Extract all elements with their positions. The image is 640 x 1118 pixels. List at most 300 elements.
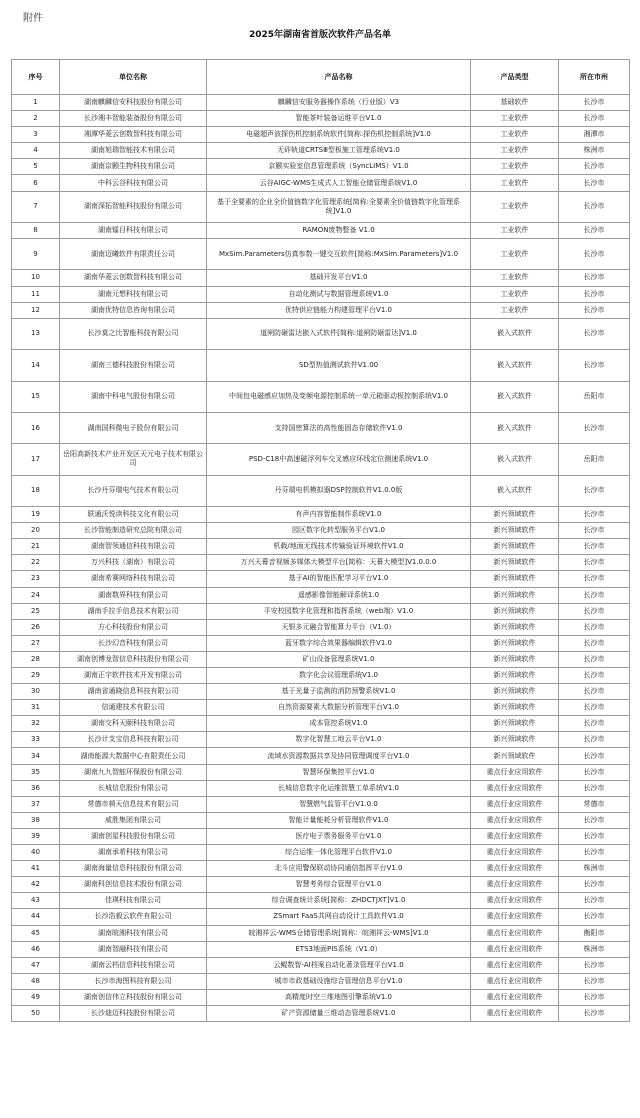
cell-product: 综合运维一体化管理平台软件V1.0 — [207, 845, 471, 861]
cell-product: 自动化测试与数据管理系统V1.0 — [207, 286, 471, 302]
table-row — [12, 668, 630, 684]
cell-no: 26 — [12, 619, 60, 635]
cell-city: 长沙市 — [559, 909, 630, 925]
cell-product: 基础开发平台V1.0 — [207, 270, 471, 286]
cell-company: 湖南希赛网络科技有限公司 — [60, 571, 207, 587]
cell-type: 新兴领域软件 — [471, 748, 559, 764]
cell-product: 智慧燃气监管平台V1.0.0 — [207, 796, 471, 812]
cell-company: 长沙智能制造研究总院有限公司 — [60, 523, 207, 539]
cell-product: 智慧考务综合管理平台V1.0 — [207, 877, 471, 893]
cell-no: 43 — [12, 893, 60, 909]
cell-type: 新兴领域软件 — [471, 668, 559, 684]
table-row — [12, 95, 630, 111]
cell-no: 13 — [12, 318, 60, 349]
cell-product: 基于AI的智能匹配学习平台V1.0 — [207, 571, 471, 587]
cell-city: 长沙市 — [559, 571, 630, 587]
cell-company: 湖南麒麟信安科技股份有限公司 — [60, 95, 207, 111]
cell-company: 湖南科创信息技术股份有限公司 — [60, 877, 207, 893]
cell-type: 新兴领域软件 — [471, 507, 559, 523]
cell-city: 长沙市 — [559, 732, 630, 748]
cell-no: 37 — [12, 796, 60, 812]
table-row — [12, 716, 630, 732]
cell-type: 新兴领域软件 — [471, 555, 559, 571]
cell-company: 湖南数界科技有限公司 — [60, 587, 207, 603]
cell-product: 蓝牙数字综合效果器编辑软件V1.0 — [207, 635, 471, 651]
cell-product: ETS3地面PIS系统（V1.0） — [207, 941, 471, 957]
cell-type: 重点行业应用软件 — [471, 957, 559, 973]
annex-label: 附件 — [23, 13, 43, 24]
cell-company: 湖南深拓智能科技股份有限公司 — [60, 191, 207, 222]
cell-no: 30 — [12, 684, 60, 700]
cell-type: 嵌入式软件 — [471, 381, 559, 412]
cell-product: 综合调查统计系统[简称：ZHDCTJXT]V1.0 — [207, 893, 471, 909]
cell-company: 湖南省通晓信息科技有限公司 — [60, 684, 207, 700]
table-row — [12, 619, 630, 635]
cell-city: 长沙市 — [559, 191, 630, 222]
table-row — [12, 973, 630, 989]
cell-no: 32 — [12, 716, 60, 732]
cell-product: 机载/地面无线技术传输验证环境软件V1.0 — [207, 539, 471, 555]
cell-no: 17 — [12, 444, 60, 475]
table-row — [12, 286, 630, 302]
header-company: 单位名称 — [60, 60, 207, 95]
cell-type: 工业软件 — [471, 191, 559, 222]
cell-no: 25 — [12, 603, 60, 619]
cell-product: 支持国密算法的高性能固态存储软件V1.0 — [207, 412, 471, 443]
cell-city: 长沙市 — [559, 716, 630, 732]
cell-no: 18 — [12, 475, 60, 506]
cell-city: 长沙市 — [559, 523, 630, 539]
cell-type: 重点行业应用软件 — [471, 973, 559, 989]
cell-city: 岳阳市 — [559, 444, 630, 475]
cell-company: 长沙计支宝信息科技有限公司 — [60, 732, 207, 748]
cell-no: 29 — [12, 668, 60, 684]
cell-no: 21 — [12, 539, 60, 555]
cell-company: 长沙湘丰智能装备股份有限公司 — [60, 111, 207, 127]
cell-city: 长沙市 — [559, 828, 630, 844]
cell-city: 长沙市 — [559, 507, 630, 523]
table-row — [12, 191, 630, 222]
cell-city: 常德市 — [559, 796, 630, 812]
cell-company: 湖南手拉手信息技术有限公司 — [60, 603, 207, 619]
cell-city: 长沙市 — [559, 318, 630, 349]
cell-type: 重点行业应用软件 — [471, 893, 559, 909]
table-row — [12, 444, 630, 475]
table-row — [12, 412, 630, 443]
cell-no: 20 — [12, 523, 60, 539]
cell-product: 医疗电子票务服务平台V1.0 — [207, 828, 471, 844]
table-row — [12, 143, 630, 159]
cell-type: 工业软件 — [471, 111, 559, 127]
cell-city: 长沙市 — [559, 877, 630, 893]
table-row — [12, 350, 630, 381]
table-row — [12, 381, 630, 412]
cell-company: 湖南旭瑞智能技术有限公司 — [60, 143, 207, 159]
cell-product: 智慧环保集控平台V1.0 — [207, 764, 471, 780]
cell-company: 岳阳高新技术产业开发区天元电子技术有限公司 — [60, 444, 207, 475]
cell-product: 矿山设备管理系统V1.0 — [207, 651, 471, 667]
cell-company: 湖南能源大数据中心有限责任公司 — [60, 748, 207, 764]
cell-city: 长沙市 — [559, 893, 630, 909]
table-row — [12, 539, 630, 555]
cell-type: 新兴领域软件 — [471, 651, 559, 667]
cell-no: 22 — [12, 555, 60, 571]
cell-no: 35 — [12, 764, 60, 780]
cell-no: 23 — [12, 571, 60, 587]
cell-city: 长沙市 — [559, 175, 630, 191]
cell-company: 长沙莫之比智能科技有限公司 — [60, 318, 207, 349]
cell-type: 重点行业应用软件 — [471, 796, 559, 812]
cell-product: 万兴天幕音视频多媒体大模型平台[简称：天幕大模型]V1.0.0.0 — [207, 555, 471, 571]
cell-city: 长沙市 — [559, 700, 630, 716]
cell-city: 长沙市 — [559, 350, 630, 381]
table-row — [12, 941, 630, 957]
table-row — [12, 475, 630, 506]
cell-product: 优特供应链能力构建管理平台V1.0 — [207, 302, 471, 318]
cell-no: 33 — [12, 732, 60, 748]
table-row — [12, 587, 630, 603]
cell-type: 重点行业应用软件 — [471, 1005, 559, 1021]
cell-type: 工业软件 — [471, 127, 559, 143]
cell-company: 中科云谷科技有限公司 — [60, 175, 207, 191]
table-row — [12, 845, 630, 861]
cell-city: 长沙市 — [559, 635, 630, 651]
cell-company: 湖南迈曦软件有限责任公司 — [60, 239, 207, 270]
table-row — [12, 270, 630, 286]
cell-company: 万兴科技（湖南）有限公司 — [60, 555, 207, 571]
table-row — [12, 861, 630, 877]
cell-type: 工业软件 — [471, 286, 559, 302]
cell-company: 湖南镭目科技有限公司 — [60, 222, 207, 238]
table-row — [12, 555, 630, 571]
table-header-row — [12, 60, 630, 95]
table-row — [12, 780, 630, 796]
cell-no: 39 — [12, 828, 60, 844]
cell-no: 47 — [12, 957, 60, 973]
page-title: 2025年湖南省首版次软件产品名单 — [248, 30, 392, 40]
table-row — [12, 127, 630, 143]
cell-type: 重点行业应用软件 — [471, 845, 559, 861]
cell-no: 4 — [12, 143, 60, 159]
cell-no: 1 — [12, 95, 60, 111]
cell-no: 14 — [12, 350, 60, 381]
table-row — [12, 651, 630, 667]
cell-no: 19 — [12, 507, 60, 523]
cell-city: 长沙市 — [559, 684, 630, 700]
cell-product: 平安校园数字化管理和指挥系统（web端）V1.0 — [207, 603, 471, 619]
cell-product: 矿产资源储量三维动态管理系统V1.0 — [207, 1005, 471, 1021]
cell-product: 基于全要素的企业全价值链数字化管理系统[简称:全要素全价值链数字化管理系统]V1.0 — [207, 191, 471, 222]
cell-type: 重点行业应用软件 — [471, 812, 559, 828]
cell-city: 长沙市 — [559, 270, 630, 286]
cell-no: 5 — [12, 159, 60, 175]
cell-company: 长沙丹芬瑞电气技术有限公司 — [60, 475, 207, 506]
cell-no: 49 — [12, 989, 60, 1005]
cell-company: 湖南皖湘科技有限公司 — [60, 925, 207, 941]
cell-company: 常德市顿天信息技术有限公司 — [60, 796, 207, 812]
cell-no: 12 — [12, 302, 60, 318]
header-product: 产品名称 — [207, 60, 471, 95]
cell-city: 长沙市 — [559, 764, 630, 780]
cell-city: 长沙市 — [559, 587, 630, 603]
table-row — [12, 796, 630, 812]
cell-company: 佳瑛科技有限公司 — [60, 893, 207, 909]
cell-city: 长沙市 — [559, 1005, 630, 1021]
cell-type: 新兴领域软件 — [471, 571, 559, 587]
header-no: 序号 — [12, 60, 60, 95]
cell-type: 工业软件 — [471, 302, 559, 318]
cell-company: 湖南三德科技股份有限公司 — [60, 350, 207, 381]
cell-type: 工业软件 — [471, 239, 559, 270]
table-row — [12, 1005, 630, 1021]
cell-type: 重点行业应用软件 — [471, 877, 559, 893]
cell-company: 湖南华菱云创数智科技有限公司 — [60, 270, 207, 286]
cell-type: 重点行业应用软件 — [471, 909, 559, 925]
table-row — [12, 989, 630, 1005]
cell-company: 湖南元想科技有限公司 — [60, 286, 207, 302]
cell-product: 京颢实验室信息管理系统（SyncLIMS）V1.0 — [207, 159, 471, 175]
cell-product: 数字化会议管理系统V1.0 — [207, 668, 471, 684]
cell-no: 50 — [12, 1005, 60, 1021]
cell-no: 45 — [12, 925, 60, 941]
table-row — [12, 925, 630, 941]
cell-type: 新兴领域软件 — [471, 732, 559, 748]
cell-company: 信通建技术有限公司 — [60, 700, 207, 716]
cell-product: 自然资源要素大数据分析管理平台V1.0 — [207, 700, 471, 716]
cell-company: 湖南中科电气股份有限公司 — [60, 381, 207, 412]
cell-no: 28 — [12, 651, 60, 667]
cell-city: 长沙市 — [559, 286, 630, 302]
table-row — [12, 732, 630, 748]
table-row — [12, 748, 630, 764]
cell-product: 流域水资源数据共享及协同管理调度平台V1.0 — [207, 748, 471, 764]
cell-city: 长沙市 — [559, 619, 630, 635]
cell-type: 嵌入式软件 — [471, 350, 559, 381]
table-row — [12, 893, 630, 909]
table-row — [12, 764, 630, 780]
cell-company: 长沙幻音科技有限公司 — [60, 635, 207, 651]
cell-product: 城市市政基础设施综合管理信息平台V1.0 — [207, 973, 471, 989]
cell-type: 嵌入式软件 — [471, 475, 559, 506]
cell-type: 工业软件 — [471, 270, 559, 286]
cell-city: 株洲市 — [559, 861, 630, 877]
table-row — [12, 523, 630, 539]
table-row — [12, 877, 630, 893]
cell-type: 嵌入式软件 — [471, 444, 559, 475]
cell-no: 41 — [12, 861, 60, 877]
cell-product: ZSmart FaaS共网自动设计工具软件V1.0 — [207, 909, 471, 925]
cell-product: 有声内容智能制作系统V1.0 — [207, 507, 471, 523]
cell-type: 新兴领域软件 — [471, 716, 559, 732]
cell-company: 湖南创信伟立科技股份有限公司 — [60, 989, 207, 1005]
table-row — [12, 222, 630, 238]
cell-city: 长沙市 — [559, 780, 630, 796]
header-city: 所在市州 — [559, 60, 630, 95]
cell-city: 长沙市 — [559, 603, 630, 619]
cell-type: 新兴领域软件 — [471, 603, 559, 619]
cell-company: 湖南正宇软件技术开发有限公司 — [60, 668, 207, 684]
cell-no: 2 — [12, 111, 60, 127]
cell-city: 长沙市 — [559, 973, 630, 989]
cell-product: 皖湘祥云-WMS仓储管理系统[简称：皖湘祥云-WMS]V1.0 — [207, 925, 471, 941]
header-type: 产品类型 — [471, 60, 559, 95]
cell-company: 长沙迪迈科技股份有限公司 — [60, 1005, 207, 1021]
cell-city: 长沙市 — [559, 159, 630, 175]
cell-product: 中间包电磁感应加热及变频电源控制系统一单元箱驱动板控制系统V1.0 — [207, 381, 471, 412]
cell-type: 基础软件 — [471, 95, 559, 111]
cell-product: 无砟轨道CRTSⅢ型板施工管理系统V1.0 — [207, 143, 471, 159]
cell-type: 新兴领域软件 — [471, 684, 559, 700]
cell-no: 40 — [12, 845, 60, 861]
cell-type: 重点行业应用软件 — [471, 925, 559, 941]
cell-type: 嵌入式软件 — [471, 318, 559, 349]
table-row — [12, 700, 630, 716]
cell-company: 长城信息股份有限公司 — [60, 780, 207, 796]
cell-type: 新兴领域软件 — [471, 619, 559, 635]
cell-company: 方心科技股份有限公司 — [60, 619, 207, 635]
cell-no: 9 — [12, 239, 60, 270]
cell-product: 电磁超声波探伤机控制系统软件[简称:探伤机控制系统]V1.0 — [207, 127, 471, 143]
cell-city: 长沙市 — [559, 812, 630, 828]
table-row — [12, 507, 630, 523]
cell-city: 长沙市 — [559, 475, 630, 506]
cell-type: 新兴领域软件 — [471, 700, 559, 716]
cell-city: 株洲市 — [559, 941, 630, 957]
table-row — [12, 957, 630, 973]
cell-company: 湖南京颢生物科技有限公司 — [60, 159, 207, 175]
cell-product: 数字化智慧工地云平台V1.0 — [207, 732, 471, 748]
cell-city: 岳阳市 — [559, 381, 630, 412]
cell-company: 湘潭华菱云创数智科技有限公司 — [60, 127, 207, 143]
cell-company: 湖南海量信息科技股份有限公司 — [60, 861, 207, 877]
table-row — [12, 635, 630, 651]
cell-product: 北斗应用警保联动协同通信指挥平台V1.0 — [207, 861, 471, 877]
cell-type: 工业软件 — [471, 175, 559, 191]
cell-city: 长沙市 — [559, 539, 630, 555]
table-row — [12, 318, 630, 349]
cell-no: 42 — [12, 877, 60, 893]
cell-product: 园区数字化转型服务平台V1.0 — [207, 523, 471, 539]
cell-no: 38 — [12, 812, 60, 828]
cell-company: 湖南云档信息科技有限公司 — [60, 957, 207, 973]
table-row — [12, 239, 630, 270]
cell-no: 36 — [12, 780, 60, 796]
table-row — [12, 812, 630, 828]
cell-company: 湖南创星科技股份有限公司 — [60, 828, 207, 844]
cell-no: 15 — [12, 381, 60, 412]
cell-no: 6 — [12, 175, 60, 191]
cell-product: 智能茶叶装备运维平台V1.0 — [207, 111, 471, 127]
cell-type: 嵌入式软件 — [471, 412, 559, 443]
cell-type: 重点行业应用软件 — [471, 989, 559, 1005]
cell-product: MxSim.Parameters仿真参数一键交互软件[简称:MxSim.Parameters]V1.0 — [207, 239, 471, 270]
cell-product: SD型热值测试软件V1.00 — [207, 350, 471, 381]
cell-company: 湖南交科天颐科技有限公司 — [60, 716, 207, 732]
cell-city: 长沙市 — [559, 412, 630, 443]
cell-type: 重点行业应用软件 — [471, 941, 559, 957]
cell-city: 长沙市 — [559, 222, 630, 238]
cell-type: 重点行业应用软件 — [471, 764, 559, 780]
cell-type: 新兴领域软件 — [471, 523, 559, 539]
cell-product: 天银多元融合智能算力平台（V1.0） — [207, 619, 471, 635]
cell-company: 湖南国科微电子股份有限公司 — [60, 412, 207, 443]
cell-city: 湘潭市 — [559, 127, 630, 143]
cell-company: 湖南优特信息咨询有限公司 — [60, 302, 207, 318]
cell-product: 麒麟信安服务器操作系统（行业版）V3 — [207, 95, 471, 111]
cell-city: 长沙市 — [559, 989, 630, 1005]
cell-city: 长沙市 — [559, 302, 630, 318]
cell-no: 34 — [12, 748, 60, 764]
cell-city: 长沙市 — [559, 748, 630, 764]
cell-product: RAMON废物整备 V1.0 — [207, 222, 471, 238]
table-row — [12, 302, 630, 318]
cell-type: 工业软件 — [471, 222, 559, 238]
cell-no: 44 — [12, 909, 60, 925]
cell-company: 长沙市海图科技有限公司 — [60, 973, 207, 989]
cell-product: 丹芬瑞电机模拟器DSP控制软件V1.0.0版 — [207, 475, 471, 506]
cell-city: 长沙市 — [559, 668, 630, 684]
table-row — [12, 909, 630, 925]
cell-no: 8 — [12, 222, 60, 238]
table-row — [12, 603, 630, 619]
cell-product: 道闸防砸雷达嵌入式软件[简称:道闸防砸雷达]V1.0 — [207, 318, 471, 349]
table-row — [12, 175, 630, 191]
cell-type: 工业软件 — [471, 143, 559, 159]
table-row — [12, 111, 630, 127]
cell-no: 31 — [12, 700, 60, 716]
cell-city: 长沙市 — [559, 651, 630, 667]
cell-product: 云谷AIGC-WMS生成式人工智能仓储管理系统V1.0 — [207, 175, 471, 191]
cell-no: 48 — [12, 973, 60, 989]
cell-company: 湖南承希科技有限公司 — [60, 845, 207, 861]
cell-company: 湖南智领通信科技有限公司 — [60, 539, 207, 555]
cell-city: 长沙市 — [559, 95, 630, 111]
table-row — [12, 571, 630, 587]
cell-type: 重点行业应用软件 — [471, 780, 559, 796]
cell-type: 新兴领域软件 — [471, 539, 559, 555]
cell-product: 长城信息数字化运维智慧工单系统V1.0 — [207, 780, 471, 796]
cell-city: 株洲市 — [559, 143, 630, 159]
cell-company: 长沙浩毅云软件有限公司 — [60, 909, 207, 925]
cell-type: 重点行业应用软件 — [471, 828, 559, 844]
cell-company: 湖南九九智能环保股份有限公司 — [60, 764, 207, 780]
cell-company: 威胜集团有限公司 — [60, 812, 207, 828]
cell-company: 湖南创博龙智信息科技股份有限公司 — [60, 651, 207, 667]
cell-city: 长沙市 — [559, 239, 630, 270]
cell-no: 10 — [12, 270, 60, 286]
cell-product: 智能计量能耗分析管理软件V1.0 — [207, 812, 471, 828]
cell-no: 7 — [12, 191, 60, 222]
cell-product: 成本管控系统V1.0 — [207, 716, 471, 732]
cell-city: 长沙市 — [559, 957, 630, 973]
cell-product: 遥感影像智能解译系统1.0 — [207, 587, 471, 603]
table-row — [12, 159, 630, 175]
cell-product: 基于光量子监测的消防预警系统V1.0 — [207, 684, 471, 700]
cell-no: 3 — [12, 127, 60, 143]
table-row — [12, 828, 630, 844]
table-body — [12, 95, 630, 1022]
cell-city: 长沙市 — [559, 111, 630, 127]
cell-type: 工业软件 — [471, 159, 559, 175]
cell-type: 新兴领域软件 — [471, 635, 559, 651]
cell-product: 云鲲数智-AI档案自动化著录管理平台V1.0 — [207, 957, 471, 973]
cell-type: 新兴领域软件 — [471, 587, 559, 603]
cell-type: 重点行业应用软件 — [471, 861, 559, 877]
cell-company: 联通沃悦读科技文化有限公司 — [60, 507, 207, 523]
cell-no: 46 — [12, 941, 60, 957]
cell-city: 衡阳市 — [559, 925, 630, 941]
cell-product: PSD-C18中高速磁浮列车交叉感应环线定位测速系统V1.0 — [207, 444, 471, 475]
